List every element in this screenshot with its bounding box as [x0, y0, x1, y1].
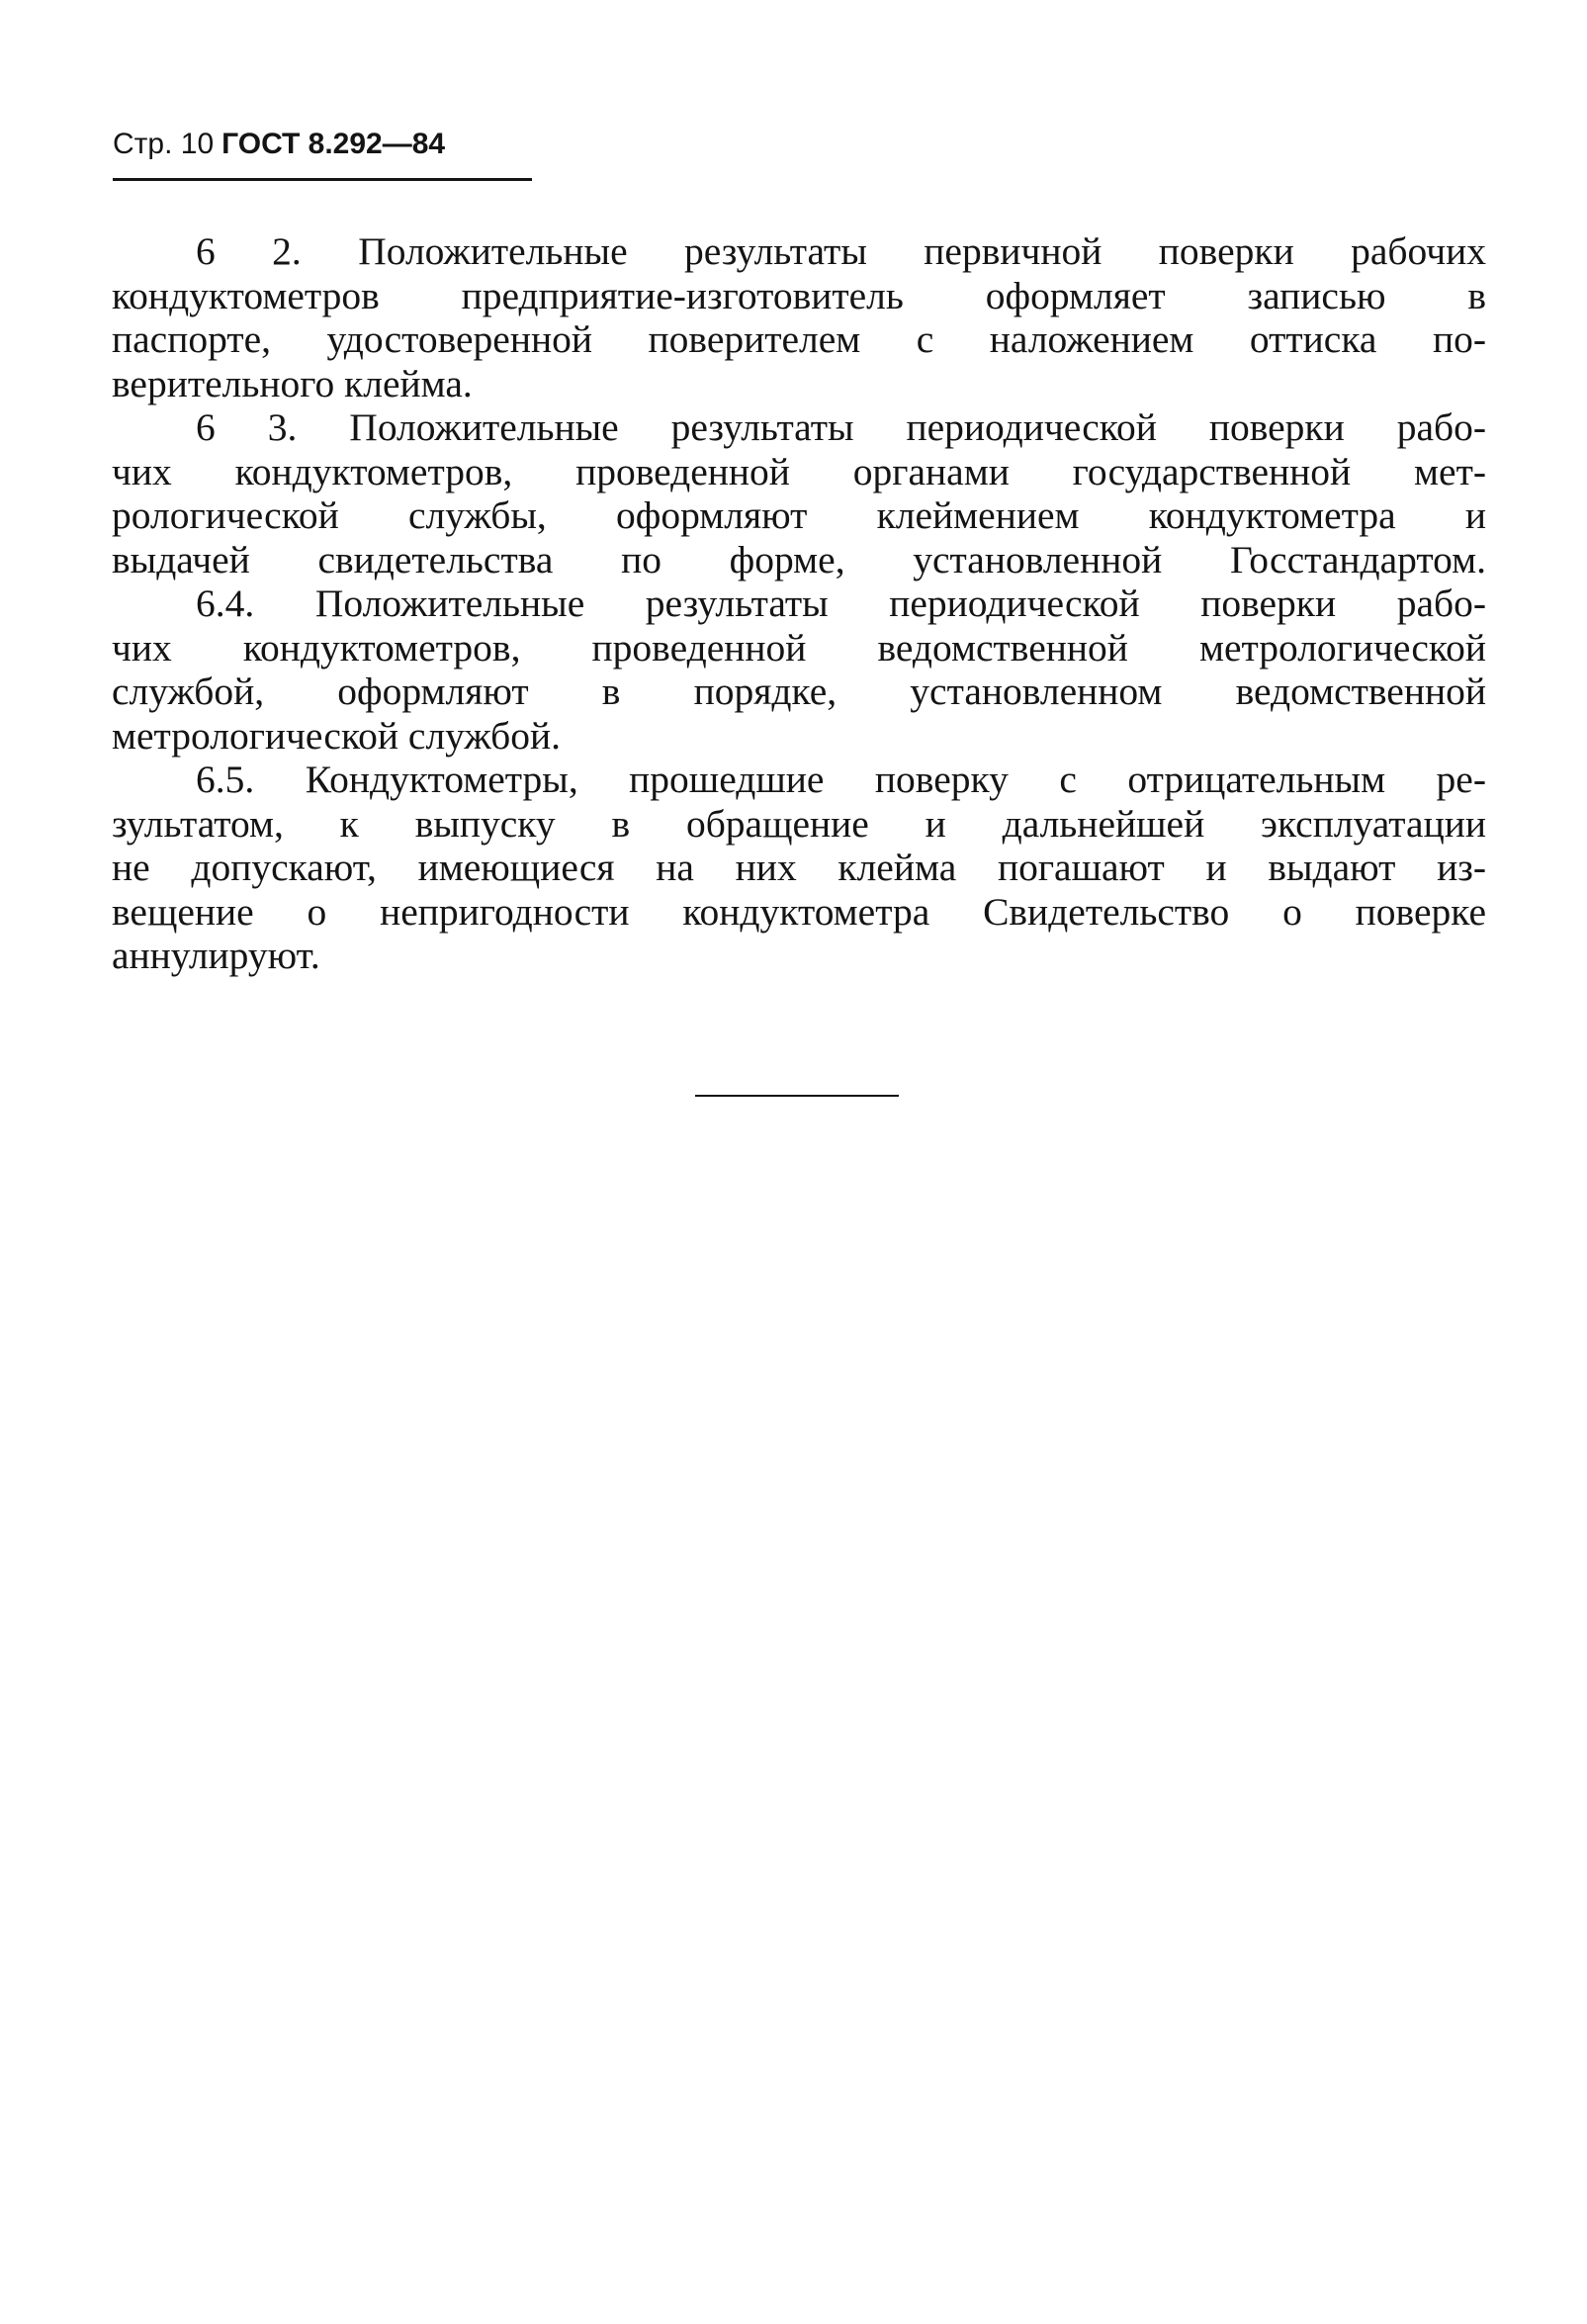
text-line: верительного клейма.	[112, 361, 473, 405]
text-line: аннулируют.	[112, 934, 320, 977]
text-line: метрологической службой.	[112, 713, 562, 758]
text-line: рологической службы, оформляют клеймением кондуктометра и	[112, 493, 1486, 537]
text-line: зультатом, к выпуску в обращение и дальнейшей эксплуатации	[112, 801, 1486, 846]
running-header	[113, 127, 445, 162]
text-line: чих кондуктометров, проведенной ведомственной метрологической	[112, 625, 1486, 670]
text-line: паспорте, удостоверенной поверителем с наложением оттиска по-	[112, 317, 1486, 361]
text-line: не допускают, имеющиеся на них клейма погашают и выдают из-	[112, 846, 1486, 889]
text-line: 6.5. Кондуктометры, прошедшие поверку с отрицательным ре-	[196, 758, 1486, 801]
text-line: 6 2. Положительные результаты первичной поверки рабочих	[196, 229, 1486, 273]
text-line: 6.4. Положительные результаты периодической поверки рабо-	[196, 581, 1486, 625]
text-line: вещение о непригодности кондуктометра Свидетельство о поверке	[112, 889, 1486, 934]
paragraph-6-3	[112, 405, 1486, 581]
paragraph-6-4	[112, 581, 1486, 758]
text-line: 6 3. Положительные результаты периодической поверки рабо-	[196, 405, 1486, 449]
paragraph-6-2	[112, 229, 1486, 405]
standard-code: ГОСТ 8.292—84	[221, 128, 446, 160]
header-rule	[113, 178, 532, 181]
page-number-label: Стр. 10	[113, 128, 215, 160]
end-of-text-rule	[695, 1095, 899, 1097]
text-line: чих кондуктометров, проведенной органами государственной мет-	[112, 449, 1486, 493]
text-line: выдачей свидетельства по форме, установленной Госстандартом.	[112, 537, 1486, 581]
paragraph-6-5	[112, 758, 1486, 978]
text-line: кондуктометров предприятие-изготовитель оформляет записью в	[112, 273, 1486, 317]
body-text	[112, 229, 1486, 978]
text-line: службой, оформляют в порядке, установленном ведомственной	[112, 670, 1486, 713]
